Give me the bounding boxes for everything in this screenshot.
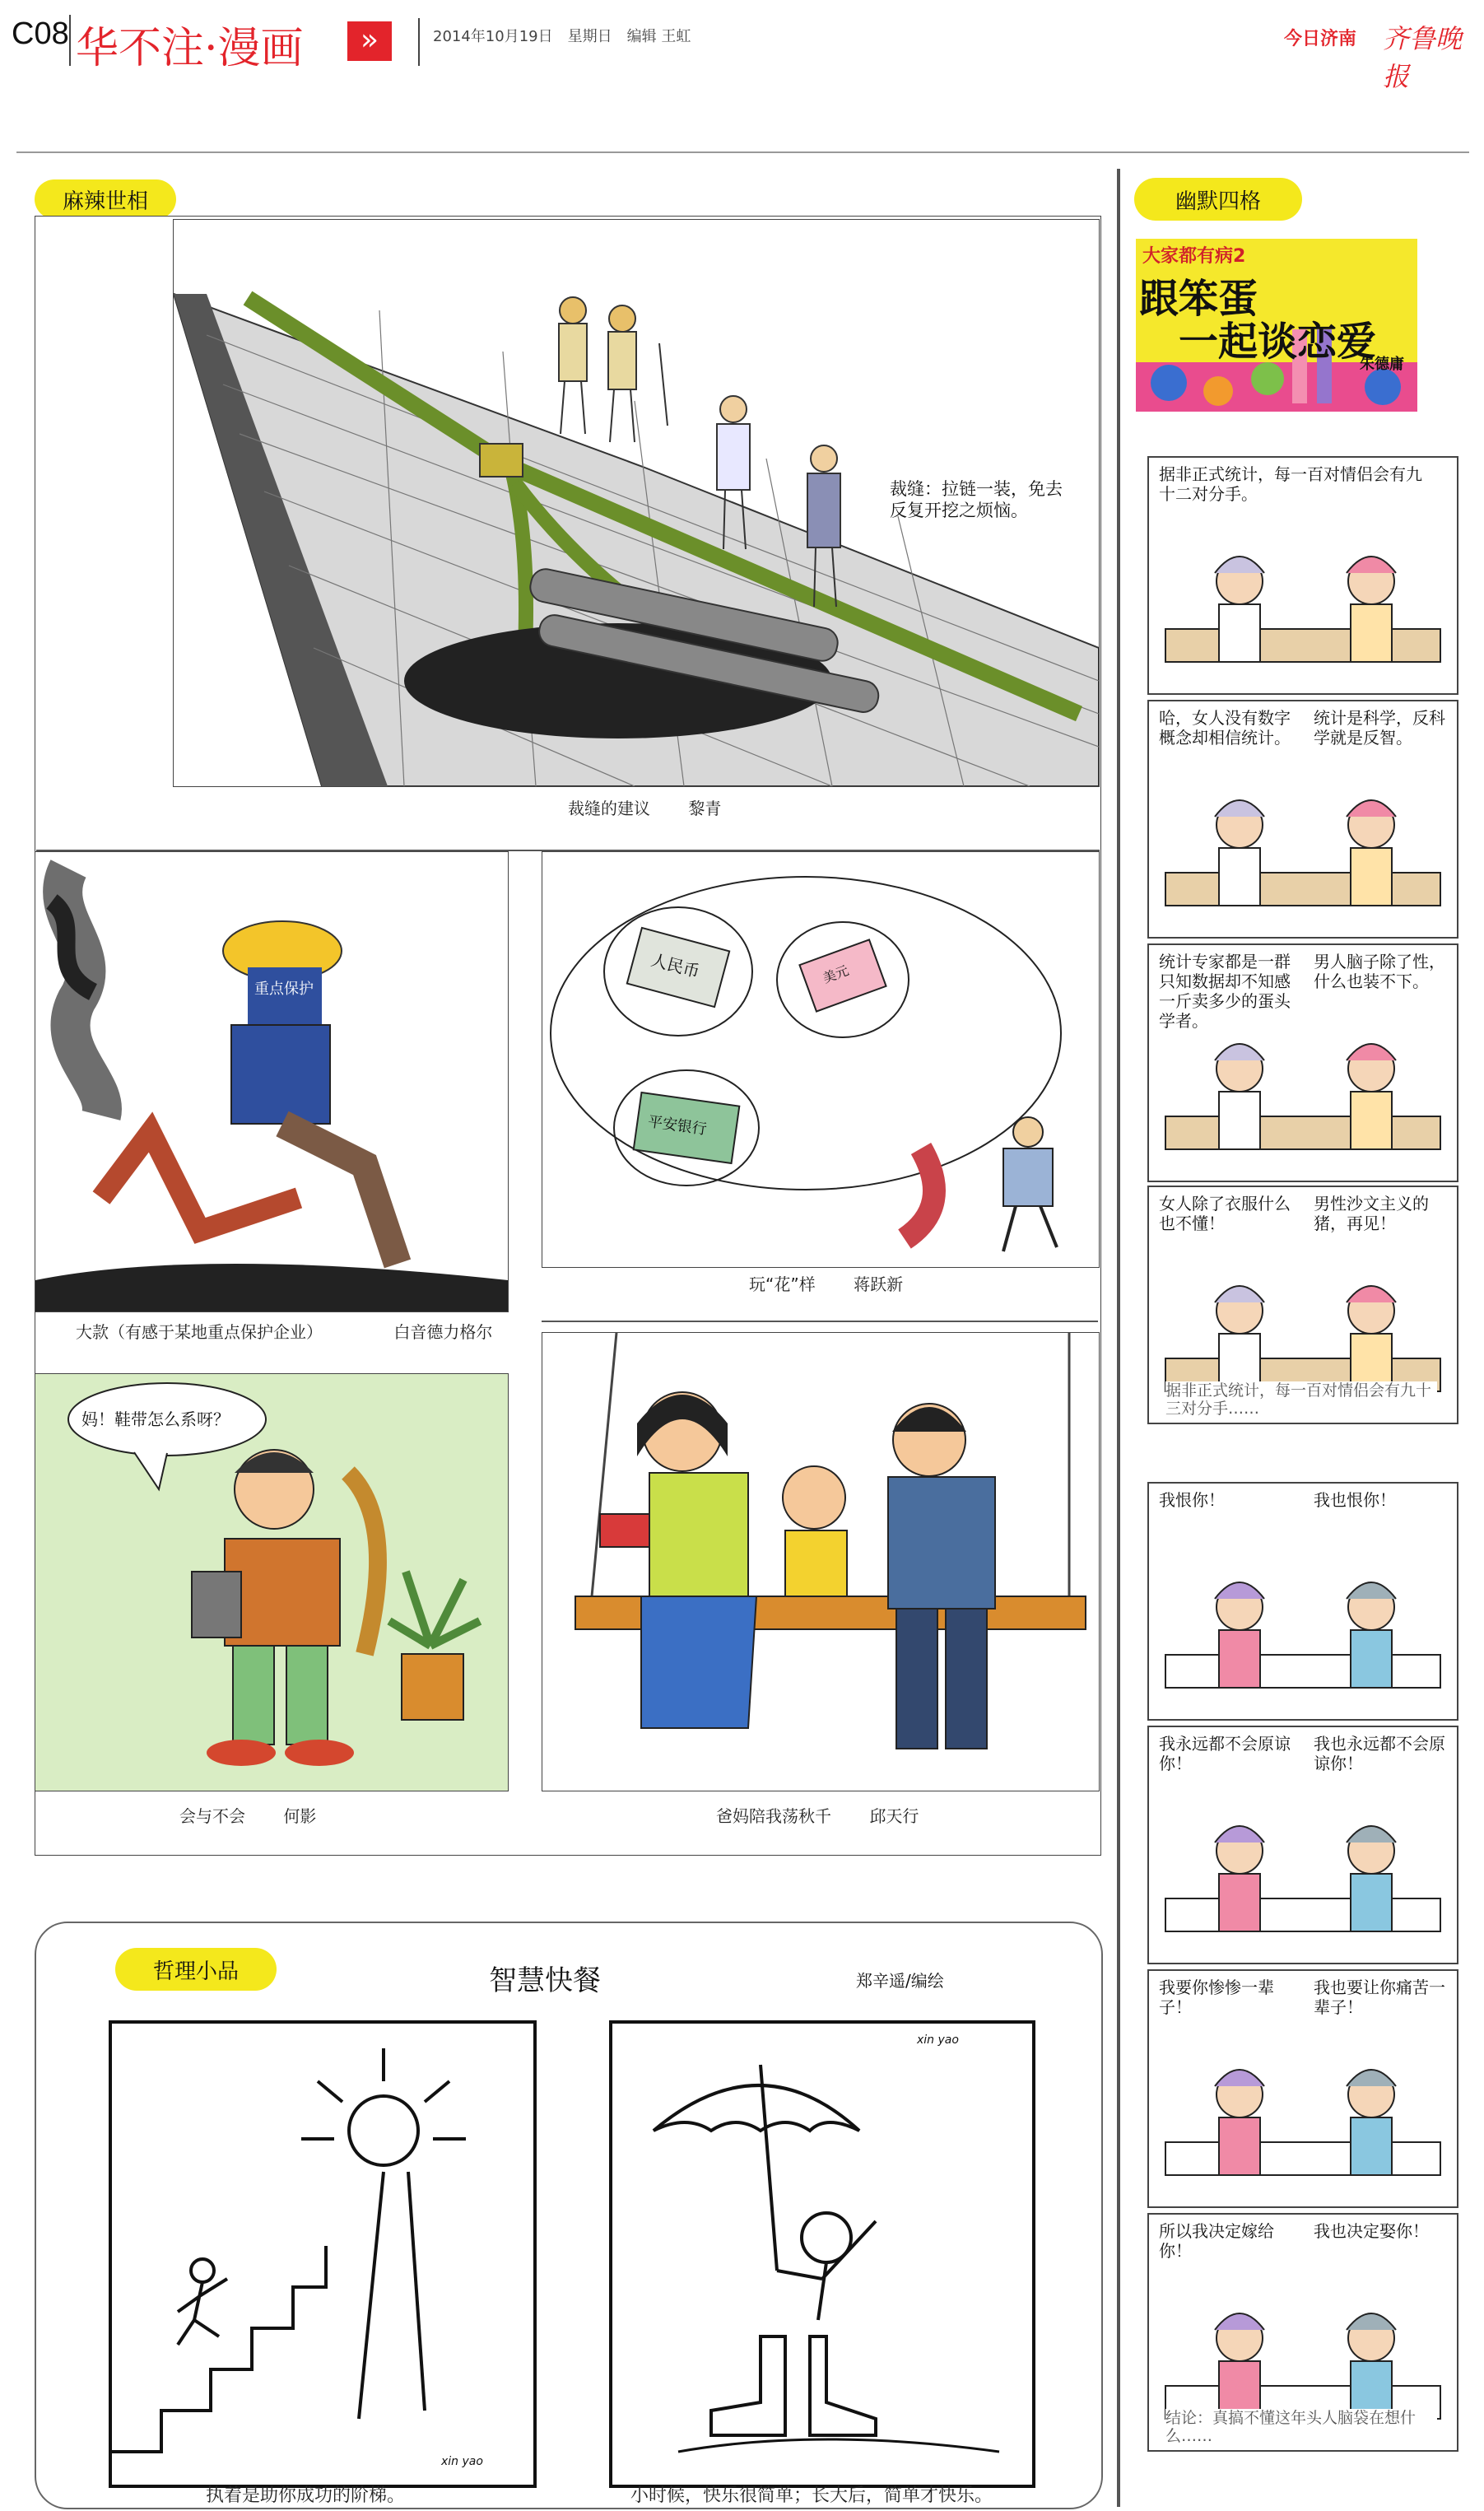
cartoon-author: 蒋跃新 [854, 1274, 904, 1294]
play-flowers-illustration [542, 852, 1099, 1267]
bill-label-bank: 平安银行 [646, 1113, 708, 1139]
speech-left: 所以我决定嫁给你！ [1159, 2221, 1274, 2261]
city-label: 今日济南 [1284, 29, 1357, 49]
speech-right: 我也永远都不会原谅你！ [1314, 1734, 1445, 1773]
page-number: C08 [12, 16, 69, 51]
speech-right: 我也恨你！ [1314, 1490, 1396, 1510]
zipper-pull [480, 444, 523, 477]
bill-label-usd: 美元 [821, 962, 851, 986]
umbrella-boy-illustration [612, 2024, 1032, 2485]
speech-left: 女人除了衣服什么也不懂！ [1159, 1194, 1291, 1233]
column-divider [1117, 169, 1120, 2507]
cartoon-author: 何影 [283, 1806, 317, 1826]
cartoon-title: 裁缝的建议 [568, 799, 650, 818]
artist-signature: xin yao [917, 2033, 959, 2047]
speech-left: 据非正式统计，每一百对情侣会有九十二对分手。 [1159, 464, 1422, 504]
cartoon-title-shoelace [179, 1803, 316, 1827]
series-author: 朱德庸 [1360, 356, 1404, 373]
speech-left: 我永远都不会原谅你！ [1159, 1734, 1291, 1773]
philosophy-caption-2: 小时候，快乐很简单；长大后，简单才快乐。 [630, 2485, 993, 2506]
cartoon-title-swing [716, 1803, 919, 1827]
shoelace-illustration [35, 1374, 508, 1791]
speech-left: 统计专家都是一群只知数据却不知感一斤卖多少的蛋头学者。 [1159, 952, 1291, 1031]
shoelace-speech: 妈！鞋带怎么系呀？ [81, 1409, 230, 1429]
section-title: 华不注·漫画 [76, 24, 304, 73]
strip-panel [1147, 456, 1458, 695]
cartoon-zipper-street [173, 219, 1100, 787]
cartoon-title: 大款（有感于某地重点保护企业） [76, 1322, 323, 1342]
paper-logo: 齐鲁晚报 [1383, 23, 1463, 92]
section-tag-youmo: 幽默四格 [1134, 178, 1302, 221]
strip-panel [1147, 1969, 1458, 2208]
cartoon-title: 会与不会 [179, 1806, 245, 1826]
speech-left: 我恨你！ [1159, 1490, 1225, 1510]
panel-footer-text: 结论：真搞不懂这年头人脑袋在想什么…… [1165, 2409, 1437, 2445]
swing-illustration [542, 1333, 1099, 1791]
header-rule [16, 151, 1469, 153]
cartoon-author: 白音德力格尔 [393, 1322, 493, 1342]
cartoon-author: 黎青 [688, 799, 722, 818]
bill-label-rmb: 人民币 [649, 949, 702, 982]
rich-man-illustration [35, 852, 508, 1311]
speech-left: 我要你惨惨一辈子！ [1159, 1978, 1274, 2017]
artist-signature: xin yao [441, 2455, 483, 2468]
cartoon-title: 玩“花”样 [749, 1274, 816, 1294]
philosophy-title: 智慧快餐 [489, 1964, 601, 1997]
stairs-sun-illustration [112, 2024, 533, 2485]
strip-panel [1147, 943, 1458, 1182]
philosophy-author: 郑辛遥/编绘 [856, 1971, 944, 1991]
series-title-2: 一起谈恋爱 [1179, 319, 1377, 365]
series-label: 大家都有病2 [1142, 246, 1246, 267]
cartoon-swing [542, 1332, 1100, 1791]
philosophy-panel-umbrella [609, 2020, 1035, 2488]
header-separator [69, 15, 71, 66]
philosophy-caption-1: 执着是助你成功的阶梯。 [206, 2485, 406, 2506]
speech-right: 统计是科学，反科学就是反智。 [1314, 708, 1445, 748]
cartoon-title-flowers [749, 1271, 903, 1295]
speech-right: 我也要让你痛苦一辈子！ [1314, 1978, 1445, 2017]
speech-right: 男性沙文主义的猪，再见！ [1314, 1194, 1429, 1233]
section-tag-zheli: 哲理小品 [115, 1948, 277, 1991]
speech-right: 男人脑子除了性，什么也装不下。 [1314, 952, 1445, 991]
zipper-speech: 裁缝：拉链一装，免去反复开挖之烦恼。 [890, 479, 1063, 520]
cartoon-title: 爸妈陪我荡秋千 [716, 1806, 831, 1826]
cartoon-title-zipper [568, 795, 721, 819]
strip-panel [1147, 1482, 1458, 1721]
strip-panel [1147, 2213, 1458, 2452]
money-bubbles [604, 907, 909, 1186]
section-tag-malaxishi: 麻辣世相 [35, 179, 176, 219]
strip-panel [1147, 1186, 1458, 1424]
section-arrow-icon: » [347, 21, 392, 61]
sun-rays [301, 2048, 466, 2419]
strip-panel [1147, 1726, 1458, 1964]
divider-line [542, 1321, 1098, 1322]
cartoon-play-flowers [542, 851, 1100, 1268]
date-line: 2014年10月19日 星期日 编辑 王虹 [433, 28, 691, 45]
cartoon-rich-man [35, 851, 509, 1312]
philosophy-panel-stairs [109, 2020, 537, 2488]
series-banner [1136, 239, 1417, 412]
speech-right: 我也决定娶你！ [1314, 2221, 1429, 2241]
panel-footer-text: 据非正式统计，每一百对情侣会有九十三对分手…… [1165, 1381, 1437, 1418]
strip-panel [1147, 700, 1458, 939]
cartoon-shoelace [35, 1373, 509, 1791]
protection-label: 重点保护 [254, 981, 314, 998]
cartoon-title-rich-man [76, 1319, 492, 1343]
header-separator-2 [418, 18, 420, 66]
series-title-1: 跟笨蛋 [1139, 276, 1258, 322]
speech-left: 哈，女人没有数字概念却相信统计。 [1159, 708, 1291, 748]
cartoon-author: 邱天行 [869, 1806, 919, 1826]
strip-panel-art [1149, 1484, 1457, 1719]
